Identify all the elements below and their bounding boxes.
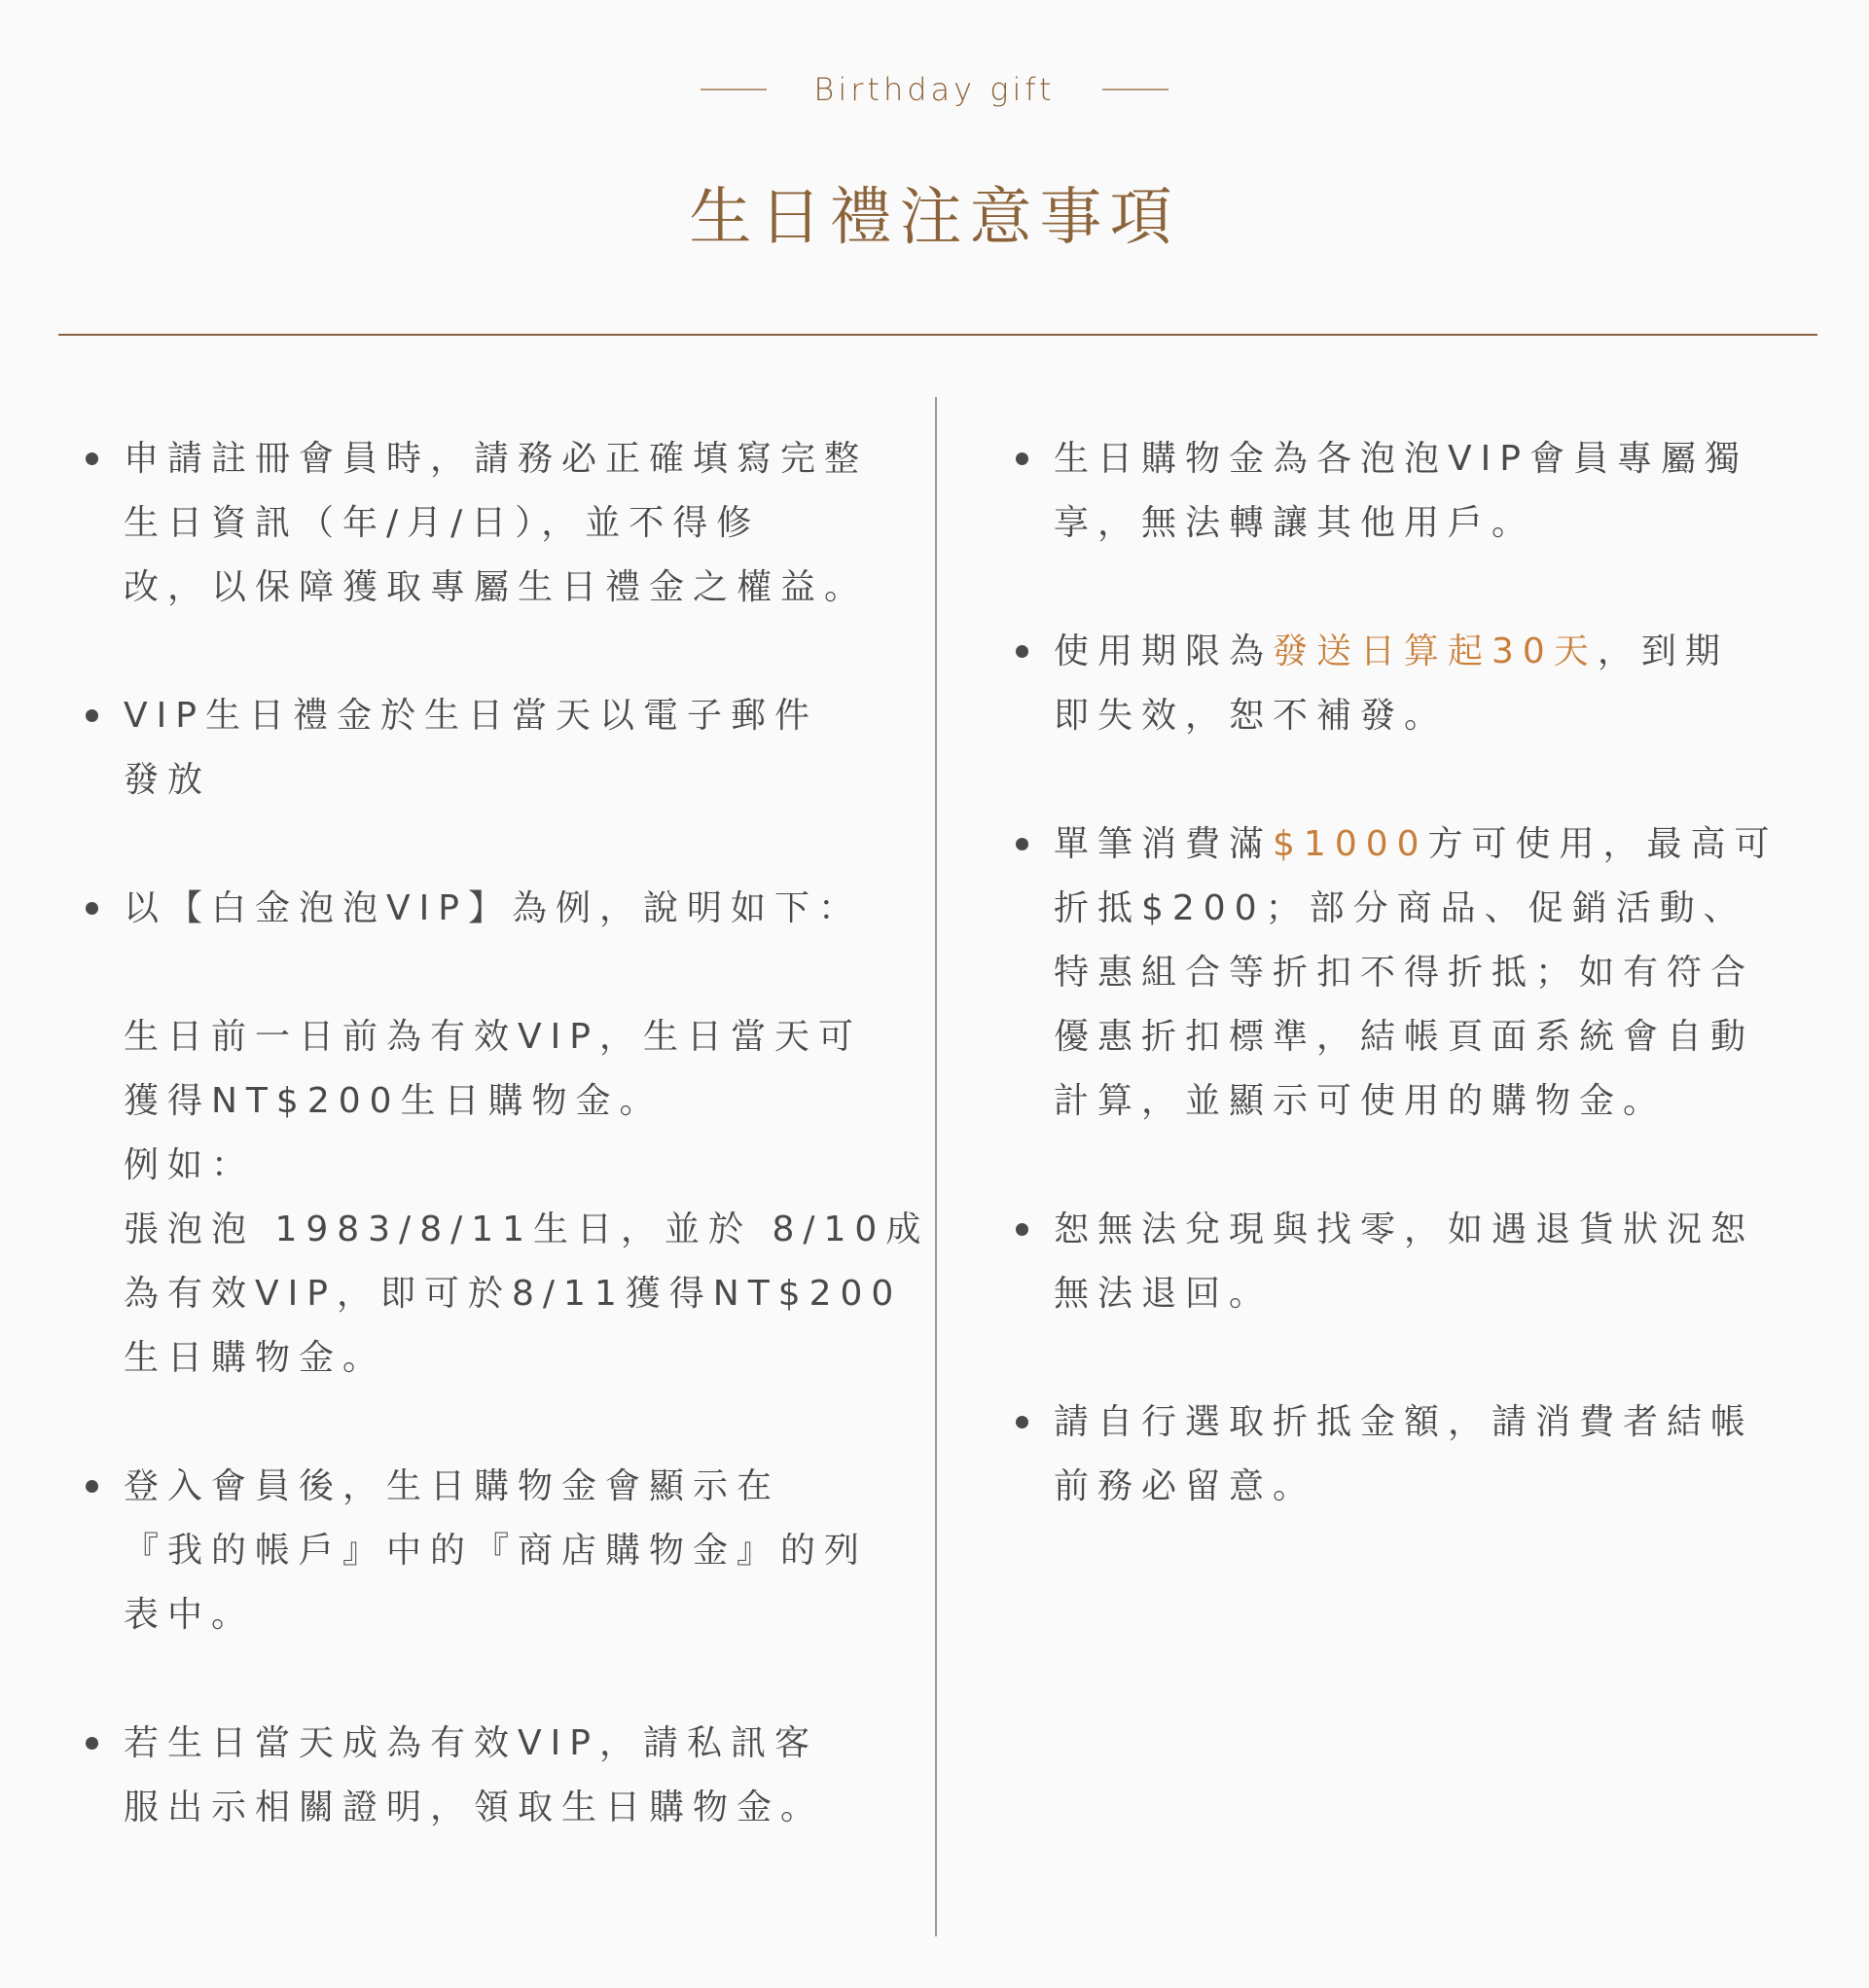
notice-line: 為有效VIP，即可於8/11獲得NT$200 xyxy=(124,1274,903,1314)
notice-text: 無法退回。 xyxy=(1054,1274,1274,1314)
bullet-icon xyxy=(86,902,98,915)
column-divider xyxy=(935,397,937,1936)
highlight-validity-period: 發送日算起30天 xyxy=(1273,632,1598,671)
notice-text: 即失效，恕不補發。 xyxy=(1054,696,1449,736)
notice-item xyxy=(82,1455,880,1647)
notice-line: 表中。 xyxy=(124,1595,256,1635)
bullet-icon xyxy=(86,452,98,465)
notice-text: 特惠組合等折扣不得折抵；如有符合 xyxy=(1054,953,1755,993)
notice-item xyxy=(82,684,880,813)
notice-line: 申請註冊會員時，請務必正確填寫完整 xyxy=(124,439,869,479)
notice-line xyxy=(1054,1262,1810,1326)
notice-line: 生日資訊（年/月/日），並不得修 xyxy=(124,503,761,543)
notice-item xyxy=(82,877,930,1391)
notice-line: 張泡泡 1983/8/11生日，並於 8/10成 xyxy=(124,1210,930,1249)
notice-item xyxy=(1012,1391,1810,1519)
notice-text: 享，無法轉讓其他用戶。 xyxy=(1054,503,1536,543)
highlight-min-spend: $1000 xyxy=(1273,824,1428,864)
notice-line: 登入會員後，生日購物金會顯示在 xyxy=(124,1466,781,1506)
bullet-icon xyxy=(1016,645,1028,658)
bullet-icon xyxy=(1016,1223,1028,1236)
notice-line xyxy=(1054,684,1810,748)
notice-line xyxy=(1054,1005,1810,1069)
notice-line: 改，以保障獲取專屬生日禮金之權益。 xyxy=(124,567,869,607)
notice-list-left xyxy=(82,427,930,1904)
notice-line: 若生日當天成為有效VIP，請私訊客 xyxy=(124,1723,818,1763)
notice-item xyxy=(1012,427,1810,556)
notice-line: VIP生日禮金於生日當天以電子郵件 xyxy=(124,696,818,736)
notice-line: 發放 xyxy=(124,760,212,800)
section-eyebrow xyxy=(0,66,1869,113)
notice-text: 生日購物金為各泡泡VIP會員專屬獨 xyxy=(1054,439,1748,479)
notice-line-blank xyxy=(124,941,880,1005)
notice-text: 請自行選取折抵金額，請消費者結帳 xyxy=(1054,1402,1755,1442)
notice-line: 生日購物金。 xyxy=(124,1338,387,1378)
notice-text: 前務必留意。 xyxy=(1054,1466,1317,1506)
notice-list-right xyxy=(1012,427,1810,1583)
notice-line: 獲得NT$200生日購物金。 xyxy=(124,1081,664,1121)
page-title: 生日禮注意事項 xyxy=(689,182,1180,254)
notice-line: 『我的帳戶』中的『商店購物金』的列 xyxy=(124,1531,869,1571)
notice-line: 生日前一日前為有效VIP，生日當天可 xyxy=(124,1017,862,1057)
bullet-icon xyxy=(1016,838,1028,850)
bullet-icon xyxy=(1016,1416,1028,1428)
notice-line xyxy=(1054,1198,1810,1262)
notice-text: 使用期限為 xyxy=(1054,632,1274,671)
notice-line xyxy=(1054,1455,1810,1519)
notice-text: 方可使用，最高可 xyxy=(1427,824,1779,864)
notice-line: 服出示相關證明，領取生日購物金。 xyxy=(124,1788,825,1827)
notice-line xyxy=(1054,813,1810,877)
notice-line xyxy=(1054,877,1810,941)
notice-text: 優惠折扣標準，結帳頁面系統會自動 xyxy=(1054,1017,1755,1057)
bullet-icon xyxy=(86,709,98,722)
bullet-icon xyxy=(86,1480,98,1493)
notice-text: 恕無法兌現與找零，如遇退貨狀況恕 xyxy=(1054,1210,1755,1249)
notice-item xyxy=(82,427,880,620)
notice-line xyxy=(1054,491,1810,556)
notice-item xyxy=(1012,620,1810,748)
notice-line xyxy=(1054,620,1810,684)
eyebrow-rule-right xyxy=(1102,89,1168,90)
notice-line: 以【白金泡泡VIP】為例，說明如下： xyxy=(124,888,862,928)
notice-line xyxy=(1054,941,1810,1005)
notice-line: 例如： xyxy=(124,1145,256,1185)
notice-line xyxy=(1054,427,1810,491)
eyebrow-rule-left xyxy=(701,89,767,90)
notice-text: ，到期 xyxy=(1597,632,1729,671)
notice-item xyxy=(1012,1198,1810,1326)
notice-text: 折抵$200；部分商品、促銷活動、 xyxy=(1054,888,1747,928)
notice-item xyxy=(1012,813,1810,1134)
title-divider xyxy=(58,334,1817,336)
notice-item xyxy=(82,1712,880,1840)
bullet-icon xyxy=(1016,452,1028,465)
notice-text: 單筆消費滿 xyxy=(1054,824,1274,864)
notice-text: 計算，並顯示可使用的購物金。 xyxy=(1054,1081,1668,1121)
bullet-icon xyxy=(86,1737,98,1750)
notice-line xyxy=(1054,1069,1810,1134)
notice-line xyxy=(1054,1391,1810,1455)
eyebrow-label: Birthday gift xyxy=(813,71,1056,108)
